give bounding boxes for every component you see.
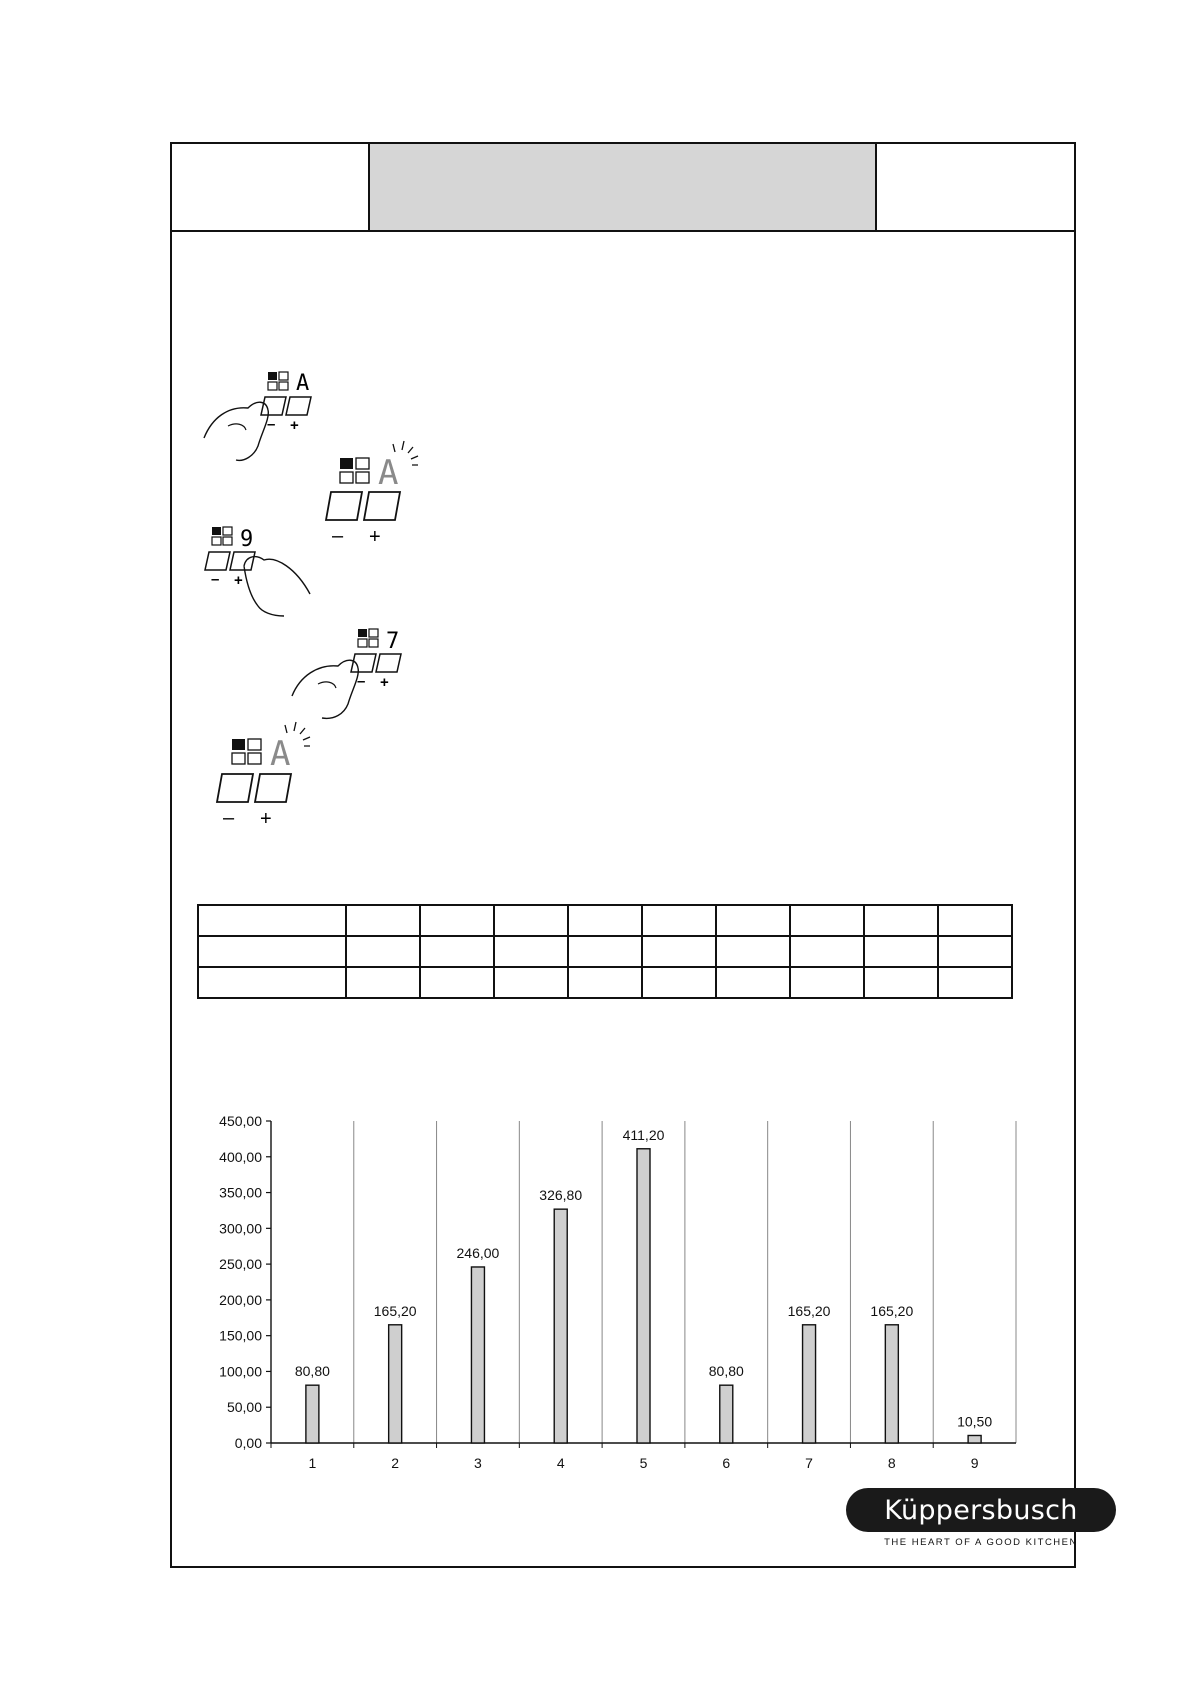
display-glyph: A <box>270 734 291 774</box>
x-tick-label: 1 <box>308 1455 317 1471</box>
svg-text:+: + <box>234 572 243 589</box>
brand-logo <box>846 1488 1116 1532</box>
svg-text:–: – <box>357 673 366 690</box>
svg-text:+: + <box>369 526 381 548</box>
svg-text:–: – <box>267 416 276 433</box>
x-tick-label: 5 <box>639 1455 648 1471</box>
display-glyph: 9 <box>240 527 254 552</box>
bar <box>471 1267 484 1443</box>
y-tick-label: 300,00 <box>219 1220 262 1237</box>
svg-text:+: + <box>290 417 299 434</box>
y-tick-label: 350,00 <box>219 1184 262 1201</box>
y-tick-label: 50,00 <box>226 1399 262 1416</box>
bar-value-label: 411,20 <box>622 1126 665 1143</box>
x-tick-label: 8 <box>887 1455 896 1471</box>
y-tick-label: 250,00 <box>219 1256 262 1273</box>
bar <box>554 1209 567 1443</box>
svg-text:–: – <box>223 807 235 829</box>
bar-value-label: 165,20 <box>870 1302 914 1319</box>
bar-value-label: 326,80 <box>539 1187 583 1204</box>
bar-value-label: 80,80 <box>294 1363 330 1380</box>
y-tick-label: 0,00 <box>234 1435 262 1451</box>
brand-tagline: THE HEART OF A GOOD KITCHEN <box>884 1537 1078 1548</box>
bar-value-label: 165,20 <box>373 1302 417 1319</box>
svg-text:–: – <box>332 525 344 547</box>
x-tick-label: 2 <box>391 1455 400 1471</box>
bar <box>389 1325 402 1443</box>
display-glyph: A <box>378 453 399 493</box>
y-tick-label: 400,00 <box>219 1148 262 1165</box>
bar <box>803 1325 816 1443</box>
bar <box>306 1385 319 1443</box>
svg-text:–: – <box>211 571 220 588</box>
x-tick-label: 3 <box>474 1455 482 1471</box>
y-tick-label: 200,00 <box>219 1291 262 1308</box>
x-tick-label: 4 <box>556 1455 565 1471</box>
bar-value-label: 246,00 <box>456 1244 500 1261</box>
x-tick-label: 9 <box>970 1455 979 1471</box>
bar-value-label: 165,20 <box>787 1302 831 1319</box>
x-tick-label: 6 <box>722 1455 731 1471</box>
y-tick-label: 150,00 <box>219 1327 262 1344</box>
bar <box>637 1149 650 1443</box>
display-glyph: A <box>296 371 310 396</box>
bar <box>885 1325 898 1443</box>
y-tick-label: 100,00 <box>219 1363 262 1380</box>
bar-value-label: 80,80 <box>708 1363 744 1380</box>
bar-value-label: 10,50 <box>957 1413 993 1430</box>
brand-name: Küppersbusch <box>884 1494 1078 1526</box>
display-glyph: 7 <box>386 629 400 654</box>
svg-text:+: + <box>260 808 272 830</box>
bar <box>968 1435 981 1443</box>
x-tick-label: 7 <box>805 1455 813 1471</box>
y-tick-label: 450,00 <box>219 1113 262 1129</box>
svg-text:+: + <box>380 674 389 691</box>
bar <box>720 1385 733 1443</box>
